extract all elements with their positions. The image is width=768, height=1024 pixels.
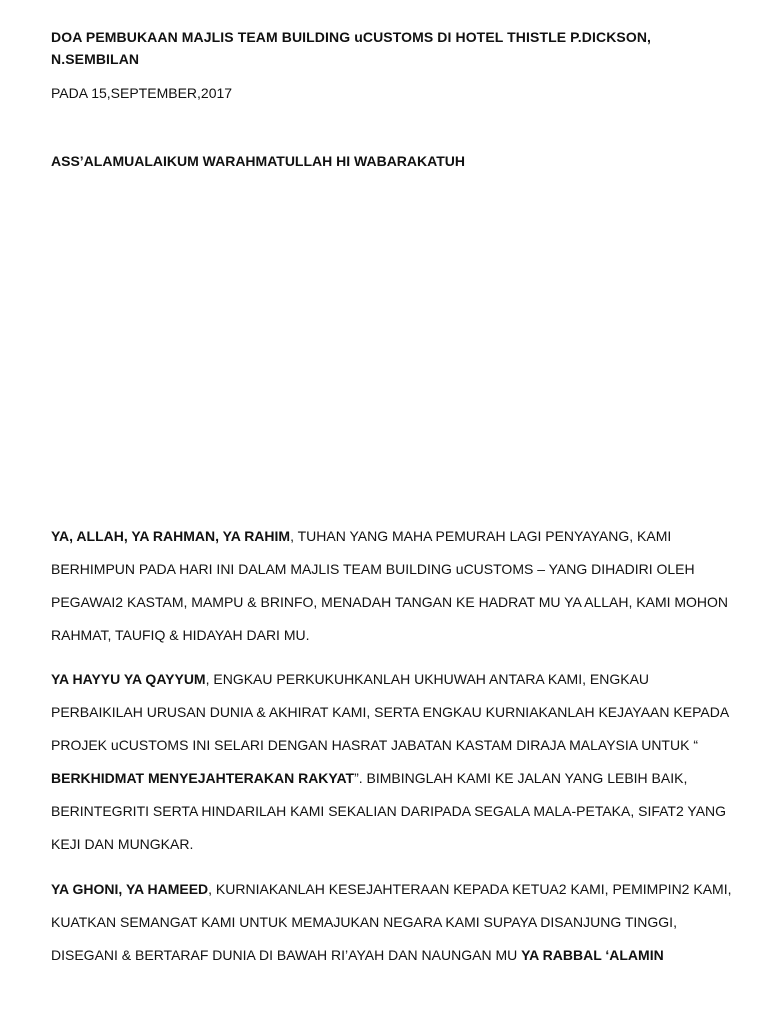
document-title: DOA PEMBUKAAN MAJLIS TEAM BUILDING uCUSTOMS DI HOTEL THISTLE P.DICKSON, N.SEMBILAN (51, 29, 652, 67)
greeting: ASS’ALAMUALAIKUM WARAHMATULLAH HI WABARAKATUH (51, 153, 465, 169)
paragraph-2 (51, 663, 741, 861)
paragraph-2-emphasis: BERKHIDMAT MENYEJAHTERAKAN RAKYAT (51, 770, 355, 786)
paragraph-3-closing: YA RABBAL ‘ALAMIN (521, 947, 664, 963)
paragraph-3-lead: YA GHONI, YA HAMEED (51, 881, 209, 897)
paragraph-1 (51, 520, 741, 652)
paragraph-2-lead: YA HAYYU YA QAYYUM (51, 671, 206, 687)
document-date: PADA 15,SEPTEMBER,2017 (51, 85, 233, 101)
paragraph-1-lead: YA, ALLAH, YA RAHMAN, YA RAHIM (51, 528, 291, 544)
paragraph-2-tail: ”. BIMBINGLAH KAMI KE JALAN YANG LEBIH BAIK, BERINTEGRITI SERTA HINDARILAH KAMI SEKALIAN DARIPADA SEGALA MALA-PETAKA, SIFAT2 YANG KEJI DAN MUNGKAR. (51, 770, 727, 852)
paragraph-3 (51, 873, 741, 972)
paragraph-1-body: , TUHAN YANG MAHA PEMURAH LAGI PENYAYANG, KAMI BERHIMPUN PADA HARI INI DALAM MAJLIS TEAM BUILDING uCUSTOMS – YANG DIHADIRI OLEH PEGAWAI2 KASTAM, MAMPU & BRINFO, MENADAH TANGAN KE HADRAT MU YA ALLAH, KAMI MOHON RAHMAT, TAUFIQ & HIDAYAH DARI MU. (51, 528, 729, 643)
paragraph-2-body: , ENGKAU PERKUKUHKANLAH UKHUWAH ANTARA KAMI, ENGKAU PERBAIKILAH URUSAN DUNIA & AKHIRAT KAMI, SERTA ENGKAU KURNIAKANLAH KEJAYAAN KEPADA PROJEK uCUSTOMS INI SELARI DENGAN HASRAT JABATAN KASTAM DIRAJA MALAYSIA UNTUK “ (51, 671, 729, 753)
paragraph-3-body: , KURNIAKANLAH KESEJAHTERAAN KEPADA KETUA2 KAMI, PEMIMPIN2 KAMI, KUATKAN SEMANGAT KAMI UNTUK MEMAJUKAN NEGARA KAMI SUPAYA DISANJUNG TINGGI, DISEGANI & BERTARAF DUNIA DI BAWAH RI’AYAH DAN NAUNGAN MU (51, 881, 732, 963)
